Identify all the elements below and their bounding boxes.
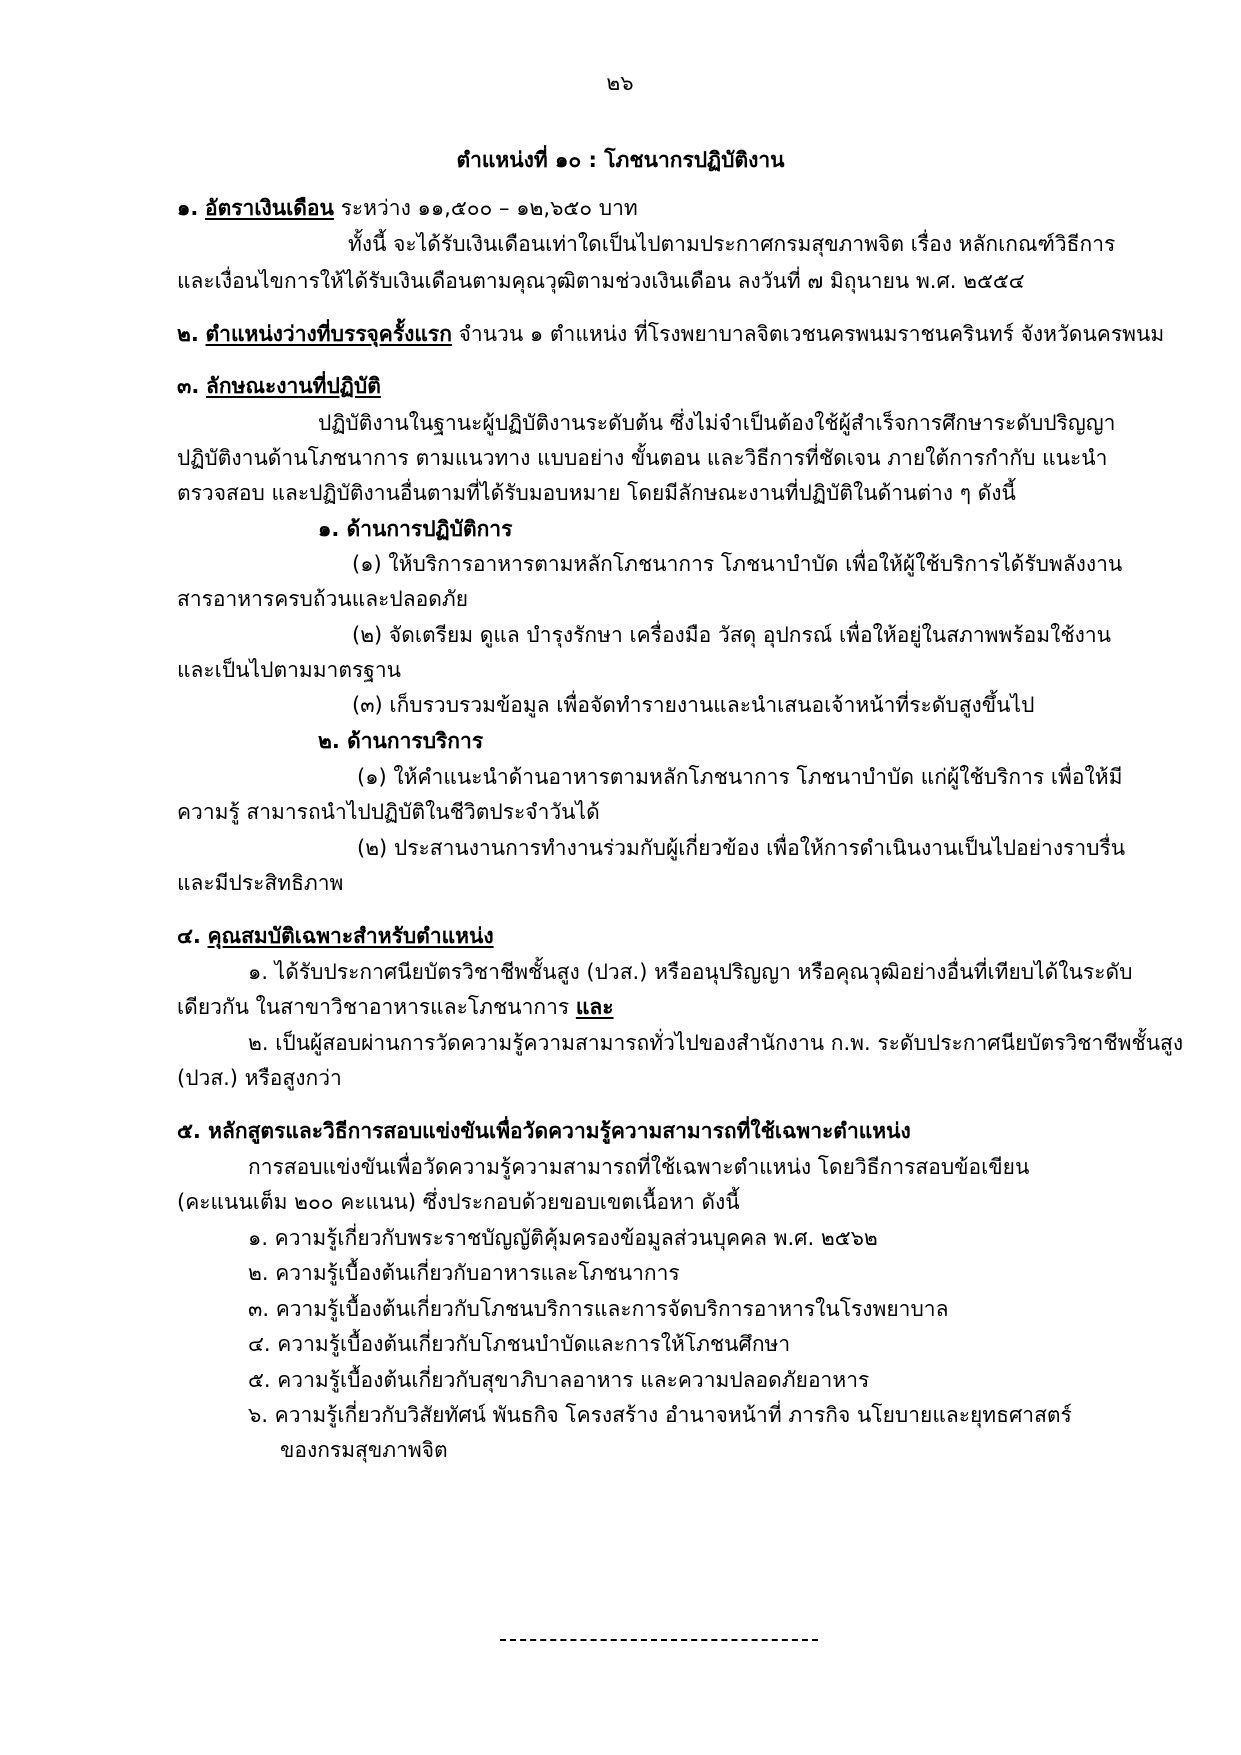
- exam-topic-4: ๔. ความรู้เบื้องต้นเกี่ยวกับโภชนบำบัดและการให้โภชนศึกษา: [248, 1332, 791, 1356]
- exam-topic-2: ๒. ความรู้เบื้องต้นเกี่ยวกับอาหารและโภชนาการ: [248, 1261, 680, 1285]
- exam-topic-1: ๑. ความรู้เกี่ยวกับพระราชบัญญัติคุ้มครองข้อมูลส่วนบุคคล พ.ศ. ๒๕๖๒: [248, 1226, 878, 1250]
- section-1-line: [177, 193, 638, 223]
- section-1-number: ๑.: [177, 196, 199, 220]
- service-item-2a: (๒) ประสานงานการทำงานร่วมกับผู้เกี่ยวข้อง เพื่อให้การดำเนินงานเป็นไปอย่างราบรื่น: [357, 836, 1126, 860]
- section-5-intro-1: การสอบแข่งขันเพื่อวัดความรู้ความสามารถที่ใช้เฉพาะตำแหน่ง โดยวิธีการสอบข้อเขียน: [248, 1155, 1030, 1179]
- section-3-intro-1: ปฏิบัติงานในฐานะผู้ปฏิบัติงานระดับต้น ซึ่งไม่จำเป็นต้องใช้ผู้สำเร็จการศึกษาระดับปริญญา: [318, 411, 1116, 435]
- section-2-heading: ตำแหน่งว่างที่บรรจุครั้งแรก: [205, 322, 452, 346]
- exam-topic-3: ๓. ความรู้เบื้องต้นเกี่ยวกับโภชนบริการและการจัดบริการอาหารในโรงพยาบาล: [248, 1297, 949, 1321]
- end-dashed-divider: [500, 1639, 818, 1641]
- exam-topic-6b: ของกรมสุขภาพจิต: [280, 1438, 448, 1462]
- and-conjunction: และ: [575, 995, 614, 1019]
- section-3-heading: ลักษณะงานที่ปฏิบัติ: [206, 374, 381, 398]
- section-1-text-1: ทั้งนี้ จะได้รับเงินเดือนเท่าใดเป็นไปตามประกาศกรมสุขภาพจิต เรื่อง หลักเกณฑ์วิธีการ: [348, 232, 1116, 256]
- section-3-line: [177, 371, 381, 401]
- exam-topic-5: ๕. ความรู้เบื้องต้นเกี่ยวกับสุขาภิบาลอาหาร และความปลอดภัยอาหาร: [248, 1368, 870, 1392]
- qualification-1a: ๑. ได้รับประกาศนียบัตรวิชาชีพชั้นสูง (ปวส.) หรืออนุปริญญา หรือคุณวุฒิอย่างอื่นที่เทียบได้ในระดับ: [248, 960, 1133, 984]
- operations-item-3: (๓) เก็บรวบรวมข้อมูล เพื่อจัดทำรายงานและนำเสนอเจ้าหน้าที่ระดับสูงขึ้นไป: [352, 693, 1035, 717]
- page-number: ๒๖: [606, 71, 634, 95]
- section-3-number: ๓.: [177, 374, 200, 398]
- document-title: ตำแหน่งที่ ๑๐ : โภชนากรปฏิบัติงาน: [456, 148, 785, 172]
- qualification-1b-line: [177, 992, 614, 1022]
- section-5-intro-2: (คะแนนเต็ม ๒๐๐ คะแนน) ซึ่งประกอบด้วยขอบเขตเนื้อหา ดังนี้: [177, 1190, 740, 1214]
- section-4-line: [177, 921, 494, 951]
- section-2-line: [177, 319, 1164, 349]
- exam-topic-6a: ๖. ความรู้เกี่ยวกับวิสัยทัศน์ พันธกิจ โครงสร้าง อำนาจหน้าที่ ภารกิจ นโยบายและยุทธศาสตร์: [248, 1403, 1072, 1427]
- section-5-heading: ๕. หลักสูตรและวิธีการสอบแข่งขันเพื่อวัดความรู้ความสามารถที่ใช้เฉพาะตำแหน่ง: [177, 1119, 911, 1143]
- qualification-2a: ๒. เป็นผู้สอบผ่านการวัดความรู้ความสามารถทั่วไปของสำนักงาน ก.พ. ระดับประกาศนียบัตรวิชาชีพชั้นสูง: [248, 1031, 1184, 1055]
- section-4-heading: คุณสมบัติเฉพาะสำหรับตำแหน่ง: [207, 924, 494, 948]
- operations-item-2a: (๒) จัดเตรียม ดูแล บำรุงรักษา เครื่องมือ วัสดุ อุปกรณ์ เพื่อให้อยู่ในสภาพพร้อมใช้งาน: [352, 623, 1111, 647]
- qualification-1b: เดียวกัน ในสาขาวิชาอาหารและโภชนาการ: [177, 995, 570, 1019]
- section-3-intro-2: ปฏิบัติงานด้านโภชนาการ ตามแนวทาง แบบอย่าง ขั้นตอน และวิธีการที่ชัดเจน ภายใต้การกำกับ แนะนำ: [177, 446, 1108, 470]
- service-item-1b: ความรู้ สามารถนำไปปฏิบัติในชีวิตประจำวันได้: [177, 800, 600, 824]
- operations-item-1a: (๑) ให้บริการอาหารตามหลักโภชนาการ โภชนาบำบัด เพื่อให้ผู้ใช้บริการได้รับพลังงาน: [352, 552, 1123, 576]
- section-1-text-2: และเงื่อนไขการให้ได้รับเงินเดือนตามคุณวุฒิตามช่วงเงินเดือน ลงวันที่ ๗ มิถุนายน พ.ศ. ๒๕๕๔: [177, 269, 1025, 293]
- section-3-intro-3: ตรวจสอบ และปฏิบัติงานอื่นตามที่ได้รับมอบหมาย โดยมีลักษณะงานที่ปฏิบัติในด้านต่าง ๆ ดังนี้: [177, 481, 1016, 505]
- service-item-2b: และมีประสิทธิภาพ: [177, 871, 344, 895]
- operations-item-2b: และเป็นไปตามมาตรฐาน: [177, 658, 401, 682]
- section-1-heading: อัตราเงินเดือน: [205, 196, 334, 220]
- section-2-text: จำนวน ๑ ตำแหน่ง ที่โรงพยาบาลจิตเวชนครพนมราชนครินทร์ จังหวัดนครพนม: [458, 322, 1165, 346]
- operations-item-1b: สารอาหารครบถ้วนและปลอดภัย: [177, 587, 469, 611]
- service-item-1a: (๑) ให้คำแนะนำด้านอาหารตามหลักโภชนาการ โภชนาบำบัด แก่ผู้ใช้บริการ เพื่อให้มี: [357, 765, 1123, 789]
- section-2-number: ๒.: [177, 322, 199, 346]
- section-4-number: ๔.: [177, 924, 201, 948]
- qualification-2b: (ปวส.) หรือสูงกว่า: [177, 1066, 342, 1090]
- subsection-service-heading: ๒. ด้านการบริการ: [318, 729, 484, 753]
- salary-range: ระหว่าง ๑๑,๕๐๐ – ๑๒,๖๕๐ บาท: [340, 196, 638, 220]
- subsection-operations-heading: ๑. ด้านการปฏิบัติการ: [318, 517, 513, 541]
